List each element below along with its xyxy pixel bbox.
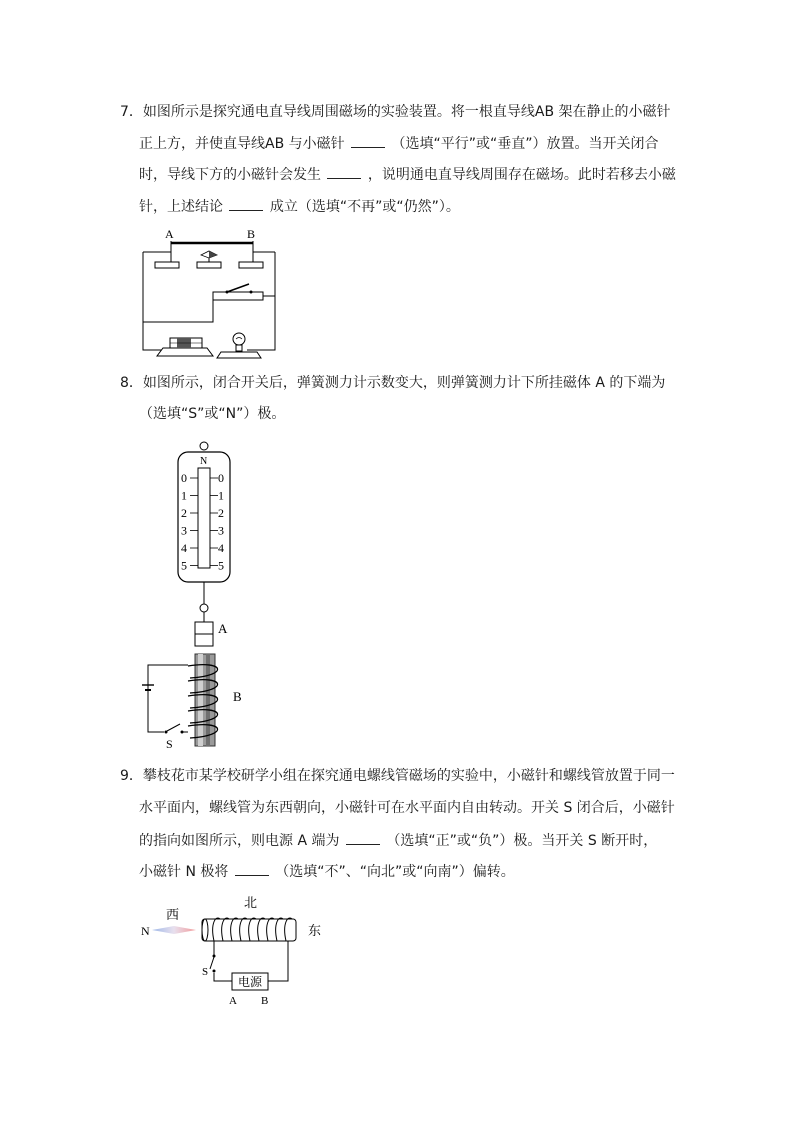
q7-line-4: [139, 196, 460, 217]
q8-scale-number-left: 3: [181, 523, 187, 538]
q9-switch-label: S: [202, 966, 209, 978]
q7-stand-right: [239, 262, 263, 268]
q7-answer-blank-2[interactable]: [327, 164, 361, 179]
q7-switch: [213, 284, 263, 300]
q7-line-2-text-b: （选填“平行”或“垂直”）放置。当开关闭合: [391, 136, 659, 152]
q9-wire-right: [268, 941, 288, 981]
q7-line-4-text-a: 针，上述结论: [139, 199, 223, 215]
q8-scale-number-right: 2: [218, 506, 224, 520]
q7-line-4-text-b: 成立（选填“不再”或“仍然”）。: [269, 199, 460, 215]
q9-label-west: 西: [166, 908, 180, 923]
q7-wire-right: [247, 262, 275, 350]
q7-label-a: A: [165, 227, 174, 241]
q9-terminal-b: B: [261, 995, 269, 1007]
q7-line-1: 7．如图所示是探究通电直导线周围磁场的实验装置。将一根直导线AB 架在静止的小磁针: [120, 104, 671, 120]
q9-line-4-text-b: （选填“不”、“向北”或“向南”）偏转。: [275, 864, 515, 880]
q8-scale-number-right: 3: [218, 523, 224, 538]
q7-line-3-text-b: ，说明通电直导线周围存在磁场。此时若移去小磁: [367, 167, 676, 183]
q8-scale-number-left: 4: [181, 541, 187, 555]
q7-battery: [157, 338, 213, 356]
q8-label-s: S: [166, 737, 173, 750]
q8-iron-core: [195, 654, 215, 746]
q9-solenoid-figure: [138, 893, 338, 1011]
q7-answer-blank-1[interactable]: [351, 133, 385, 148]
q9-answer-blank-1[interactable]: [346, 830, 380, 845]
q8-scale-number-left: 5: [181, 558, 187, 573]
q8-top-ring: [200, 442, 208, 450]
q8-scale-number-left: 2: [181, 506, 187, 520]
q9-compass-needle: [152, 926, 196, 934]
q9-label-east: 东: [308, 924, 322, 939]
q9-wire-left-bottom: [214, 973, 232, 981]
q7-label-b: B: [247, 227, 256, 241]
q8-scale-number-right: 5: [218, 558, 224, 573]
q9-answer-blank-2[interactable]: [235, 861, 269, 876]
q7-light-bulb: [217, 333, 261, 358]
q8-unit-label: N: [200, 456, 208, 467]
q8-label-b: B: [233, 689, 242, 704]
q7-line-3: [139, 164, 676, 185]
q9-line-2: 水平面内，螺线管为东西朝向，小磁针可在水平面内自由转动。开关 S 闭合后，小磁针: [139, 800, 675, 816]
q7-stand-left: [155, 262, 179, 268]
q8-hook-ring: [200, 604, 208, 612]
q7-line-3-text-a: 时，导线下方的小磁针会发生: [139, 167, 321, 183]
q7-compass-needle: [197, 251, 221, 268]
q9-label-north: 北: [244, 896, 258, 911]
q9-terminal-a: A: [229, 995, 237, 1007]
q8-switch-s: [165, 724, 189, 734]
q9-power-label: 电源: [238, 975, 263, 989]
q9-needle-n-label: N: [141, 924, 150, 938]
q8-scale-number-left: 0: [181, 471, 187, 485]
q9-line-3-text-a: 的指向如图所示，则电源 A 端为: [139, 833, 340, 849]
q7-line-2-text-a: 正上方，并使直导线AB 与小磁针: [139, 136, 345, 152]
q7-line-2: [139, 133, 659, 154]
q8-spring-tube: [198, 468, 210, 568]
q7-answer-blank-3[interactable]: [229, 196, 263, 211]
q9-line-3-text-b: （选填“正”或“负”）极。当开关 S 断开时，: [386, 833, 658, 849]
q7-circuit-figure: [135, 222, 285, 362]
q8-line-1: 8．如图所示，闭合开关后，弹簧测力计示数变大，则弹簧测力计下所挂磁体 A 的下端为: [120, 375, 666, 391]
q7-wire-left: [143, 262, 180, 350]
q8-scale-number-right: 1: [218, 488, 224, 503]
q8-circuit-wire: [148, 665, 188, 732]
q8-spring-scale-figure: [138, 438, 268, 750]
q9-line-1: 9．攀枝花市某学校研学小组在探究通电螺线管磁场的实验中，小磁针和螺线管放置于同一: [120, 768, 675, 784]
q8-scale-number-right: 4: [218, 541, 224, 555]
q9-line-4-text-a: 小磁针 N 极将: [139, 864, 229, 880]
q9-line-3: [139, 830, 657, 851]
q8-label-a: A: [218, 621, 228, 636]
q9-switch-s: [210, 955, 216, 973]
q8-scale-number-left: 1: [181, 488, 187, 503]
q9-line-4: [139, 861, 515, 882]
q8-line-2: （选填“S”或“N”）极。: [139, 406, 286, 422]
q8-scale-number-right: 0: [218, 471, 224, 485]
